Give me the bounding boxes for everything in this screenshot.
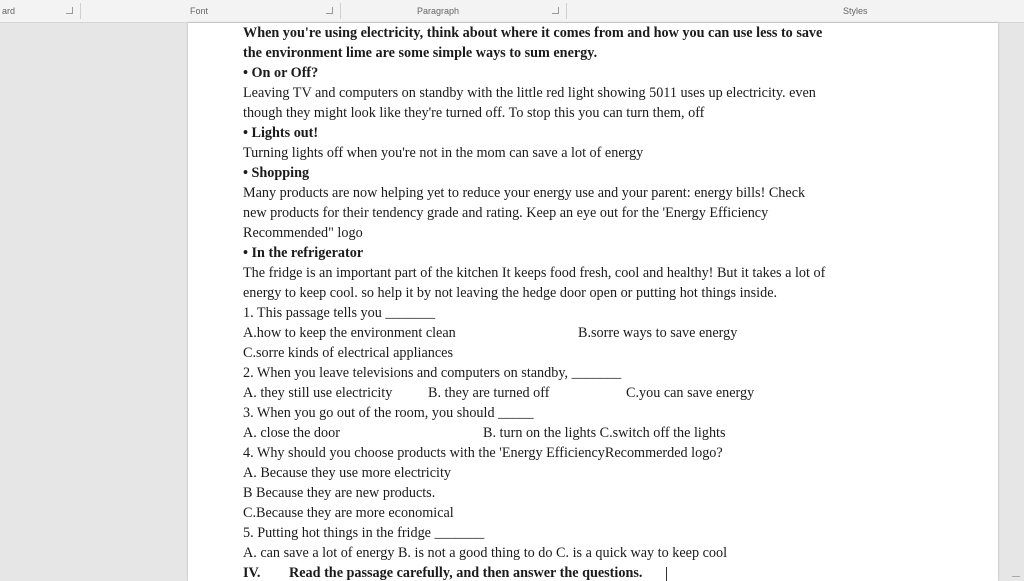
ribbon-group-clipboard-label: ard — [2, 6, 16, 16]
option-b: B Because they are new products. — [243, 485, 436, 501]
section-heading: • Lights out! — [243, 125, 319, 141]
document-body[interactable] — [243, 23, 963, 581]
question-text: 2. When you leave televisions and computers on standby, _______ — [243, 365, 622, 381]
paragraph-line: Turning lights off when you're not in the mom can save a lot of energy — [243, 145, 644, 161]
text-cursor — [666, 567, 667, 581]
option-c: C.switch off the lights — [599, 425, 726, 441]
paragraph-line: Recommended" logo — [243, 225, 363, 241]
ribbon-group-styles-label: Styles — [843, 6, 868, 16]
question-text: 5. Putting hot things in the fridge _______ — [243, 525, 485, 541]
section-heading: • Shopping — [243, 165, 310, 181]
paragraph-line: though they might look like they're turned off. To stop this you can turn them, off — [243, 105, 705, 121]
answer-row — [243, 423, 963, 443]
paragraph-line: Leaving TV and computers on standby with the little red light showing 5011 uses up electricity. even — [243, 85, 816, 101]
option-a: A. they still use electricity — [243, 385, 393, 401]
option-c: C.you can save energy — [626, 385, 755, 401]
question-text: 3. When you go out of the room, you should _____ — [243, 405, 534, 421]
ribbon-separator — [566, 3, 567, 19]
option-b: B. is not a good thing to do — [397, 545, 553, 561]
paragraph-line: Many products are now helping yet to reduce your energy use and your parent: energy bills! Check — [243, 185, 806, 201]
intro-line: the environment lime are some simple ways to sum energy. — [243, 45, 598, 61]
scroll-indicator[interactable] — [1012, 576, 1020, 577]
option-b: B.sorre ways to save energy — [578, 325, 738, 341]
answer-row — [243, 383, 963, 403]
section-number: IV. — [243, 565, 261, 581]
question-text: 4. Why should you choose products with the 'Energy EfficiencyRecommerded logo? — [243, 445, 723, 461]
ribbon-group-paragraph-label: Paragraph — [417, 6, 460, 16]
paragraph-line: The fridge is an important part of the kitchen It keeps food fresh, cool and healthy! But it takes a lot of — [243, 265, 826, 281]
clipboard-dialog-launcher-icon[interactable] — [66, 7, 73, 14]
section-title: Read the passage carefully, and then answer the questions. — [289, 565, 643, 581]
section-heading: • In the refrigerator — [243, 245, 364, 261]
paragraph-line: new products for their tendency grade and rating. Keep an eye out for the 'Energy Efficiency — [243, 205, 769, 221]
option-b: B. turn on the lights — [483, 425, 597, 441]
font-dialog-launcher-icon[interactable] — [326, 7, 333, 14]
ribbon-group-font-label: Font — [190, 6, 209, 16]
paragraph-line: energy to keep cool. so help it by not leaving the hedge door open or putting hot things inside. — [243, 285, 778, 301]
option-b-c — [483, 423, 726, 443]
option-b: B. they are turned off — [428, 385, 550, 401]
intro-line: When you're using electricity, think about where it comes from and how you can use less to save — [243, 25, 823, 41]
option-a: A. Because they use more electricity — [243, 465, 451, 481]
left-margin-area — [0, 23, 188, 581]
answer-row — [243, 323, 963, 343]
option-c: C.Because they are more economical — [243, 505, 454, 521]
option-a: A.how to keep the environment clean — [243, 325, 456, 341]
option-c: C.sorre kinds of electrical appliances — [243, 345, 453, 361]
section-iv-heading — [243, 563, 963, 581]
section-heading: • On or Off? — [243, 65, 319, 81]
option-c: C. is a quick way to keep cool — [556, 545, 728, 561]
option-a: A. close the door — [243, 425, 340, 441]
ribbon-bar — [0, 0, 1024, 23]
paragraph-dialog-launcher-icon[interactable] — [552, 7, 559, 14]
answer-row — [243, 543, 963, 563]
right-margin-area — [998, 23, 1024, 581]
question-text: 1. This passage tells you _______ — [243, 305, 436, 321]
document-page[interactable] — [188, 23, 998, 581]
ribbon-separator — [340, 3, 341, 19]
option-a: A. can save a lot of energy — [243, 545, 395, 561]
ribbon-separator — [80, 3, 81, 19]
